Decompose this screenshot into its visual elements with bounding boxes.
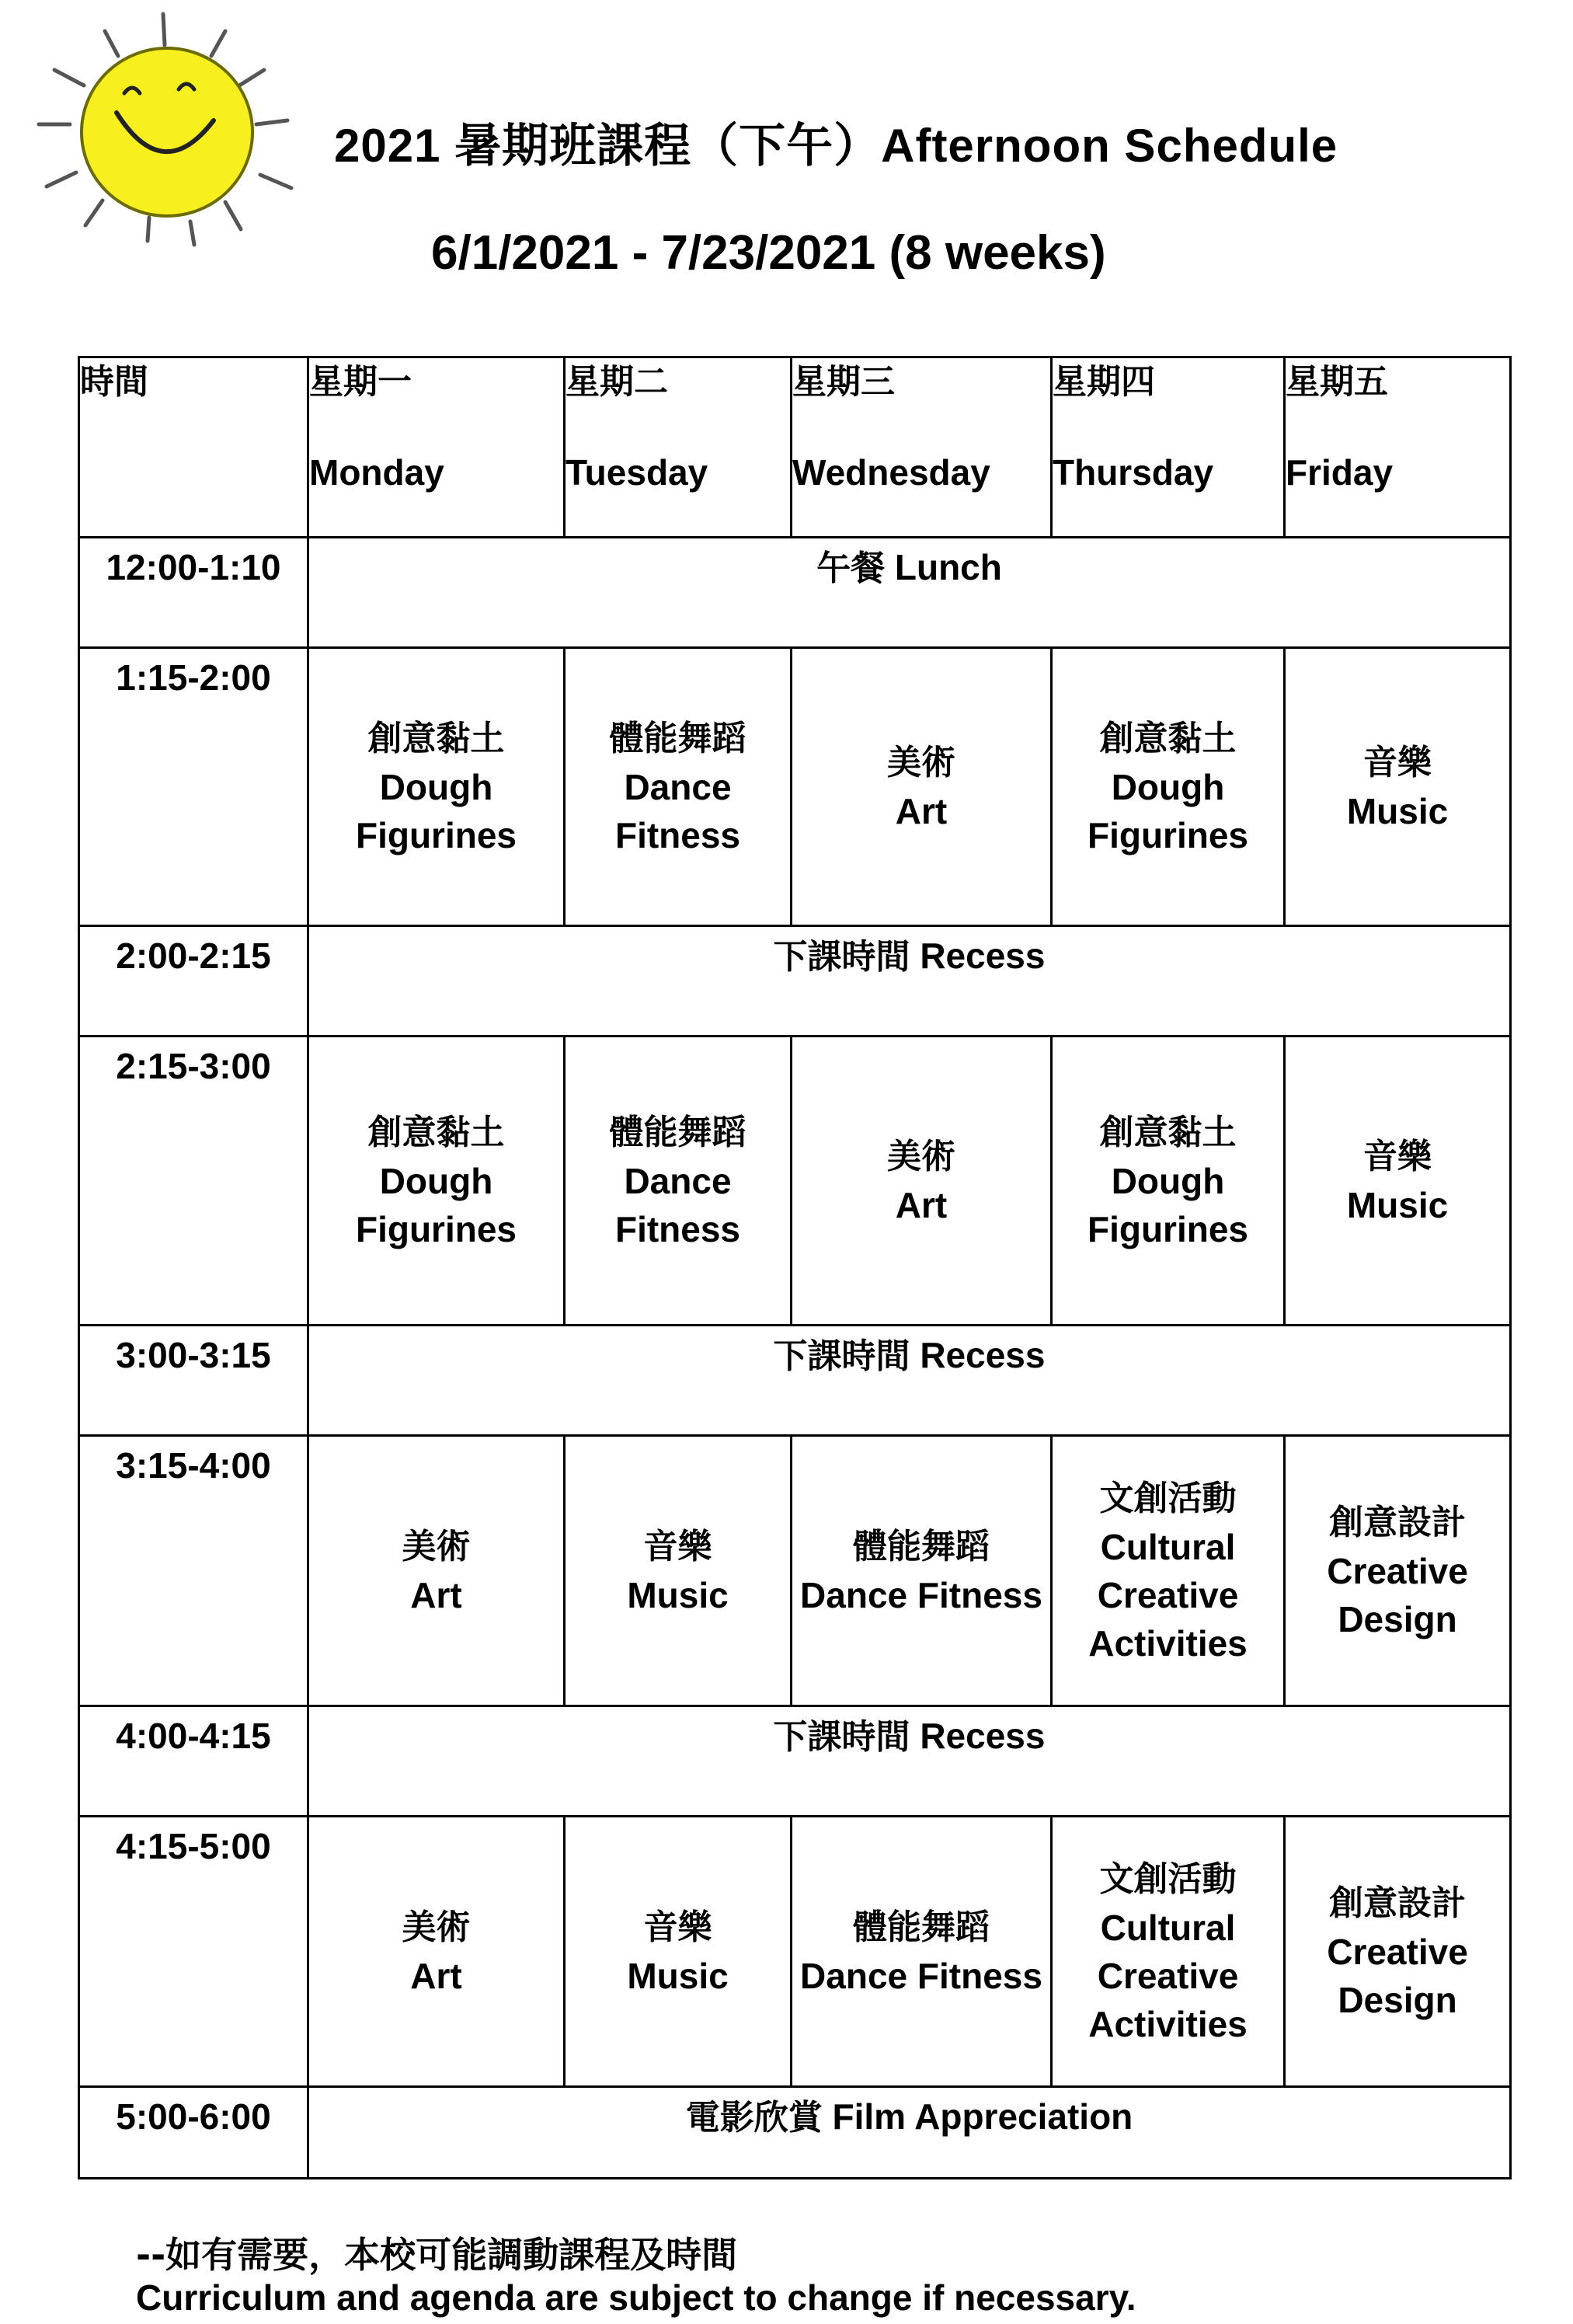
class-row [79, 1037, 1511, 1326]
time-slot: 1:15-2:00 [79, 648, 308, 926]
smiling-sun-icon [31, 8, 311, 264]
time-slot: 2:00-2:15 [79, 926, 308, 1037]
page-title: 2021 暑期班課程（下午）Afternoon Schedule [334, 120, 1338, 172]
time-slot: 4:00-4:15 [79, 1706, 308, 1817]
footer-note-chinese: --如有需要，本校可能調動課程及時間 [136, 2234, 738, 2276]
footer-note-english: Curriculum and agenda are subject to change if necessary. [136, 2277, 1136, 2318]
class-row [79, 1436, 1511, 1706]
header-row [79, 357, 1511, 538]
lunch-row [79, 538, 1511, 648]
recess-cell: 下課時間 Recess [308, 1706, 1511, 1817]
class-cell: 體能舞蹈 Dance Fitness [565, 648, 792, 926]
class-cell: 美術 Art [308, 1436, 565, 1706]
time-slot: 2:15-3:00 [79, 1037, 308, 1326]
class-cell: 音樂 Music [565, 1436, 792, 1706]
class-row [79, 1817, 1511, 2087]
time-column-header: 時間 [79, 357, 308, 538]
time-slot: 3:00-3:15 [79, 1326, 308, 1436]
class-cell: 創意黏土 Dough Figurines [308, 1037, 565, 1326]
class-cell: 文創活動 Cultural Creative Activities [1052, 1817, 1285, 2087]
film-row [79, 2087, 1511, 2179]
class-cell: 美術 Art [792, 1037, 1052, 1326]
class-cell: 美術 Art [792, 648, 1052, 926]
day-header: 星期二 Tuesday [565, 357, 792, 538]
time-slot: 12:00-1:10 [79, 538, 308, 648]
class-cell: 音樂 Music [565, 1817, 792, 2087]
class-cell: 美術 Art [308, 1817, 565, 2087]
schedule-table [78, 356, 1512, 2179]
time-slot: 3:15-4:00 [79, 1436, 308, 1706]
recess-cell: 下課時間 Recess [308, 1326, 1511, 1436]
class-cell: 體能舞蹈 Dance Fitness [792, 1436, 1052, 1706]
class-row [79, 648, 1511, 926]
recess-row [79, 926, 1511, 1037]
class-cell: 音樂 Music [1285, 648, 1511, 926]
film-cell: 電影欣賞 Film Appreciation [308, 2087, 1511, 2179]
day-header: 星期四 Thursday [1052, 357, 1285, 538]
recess-row [79, 1326, 1511, 1436]
date-range: 6/1/2021 - 7/23/2021 (8 weeks) [431, 226, 1106, 280]
time-slot: 5:00-6:00 [79, 2087, 308, 2179]
class-cell: 創意設計 Creative Design [1285, 1436, 1511, 1706]
day-header: 星期三 Wednesday [792, 357, 1052, 538]
time-slot: 4:15-5:00 [79, 1817, 308, 2087]
day-header: 星期一 Monday [308, 357, 565, 538]
class-cell: 創意黏土 Dough Figurines [1052, 648, 1285, 926]
class-cell: 創意設計 Creative Design [1285, 1817, 1511, 2087]
day-header: 星期五 Friday [1285, 357, 1511, 538]
class-cell: 創意黏土 Dough Figurines [308, 648, 565, 926]
class-cell: 體能舞蹈 Dance Fitness [792, 1817, 1052, 2087]
recess-cell: 下課時間 Recess [308, 926, 1511, 1037]
class-cell: 音樂 Music [1285, 1037, 1511, 1326]
class-cell: 創意黏土 Dough Figurines [1052, 1037, 1285, 1326]
recess-row [79, 1706, 1511, 1817]
lunch-cell: 午餐 Lunch [308, 538, 1511, 648]
class-cell: 文創活動 Cultural Creative Activities [1052, 1436, 1285, 1706]
class-cell: 體能舞蹈 Dance Fitness [565, 1037, 792, 1326]
